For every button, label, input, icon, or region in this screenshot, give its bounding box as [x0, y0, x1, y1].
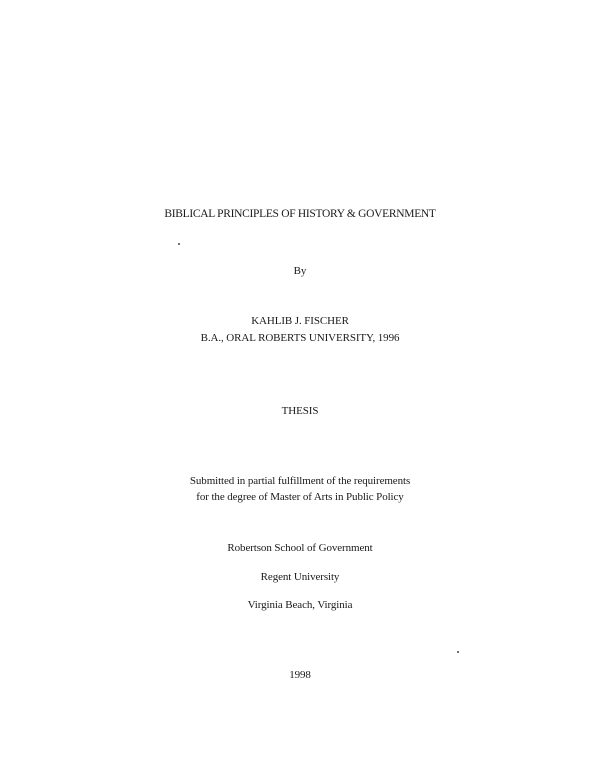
- by-label: By: [293, 265, 307, 277]
- location: Virginia Beach, Virginia: [247, 599, 353, 611]
- document-type: THESIS: [281, 405, 319, 417]
- university-name: Regent University: [260, 571, 340, 583]
- thesis-title: BIBLICAL PRINCIPLES OF HISTORY & GOVERNMENT: [164, 208, 436, 220]
- scan-speck: [178, 243, 180, 245]
- submission-statement-line-2: for the degree of Master of Arts in Public Policy: [196, 491, 404, 503]
- school-name: Robertson School of Government: [227, 542, 373, 554]
- prior-degree: B.A., ORAL ROBERTS UNIVERSITY, 1996: [200, 332, 400, 344]
- author-name: KAHLIB J. FISCHER: [251, 315, 349, 327]
- scan-speck: [457, 651, 459, 653]
- year: 1998: [289, 669, 311, 681]
- submission-statement-line-1: Submitted in partial fulfillment of the requirements: [189, 475, 411, 487]
